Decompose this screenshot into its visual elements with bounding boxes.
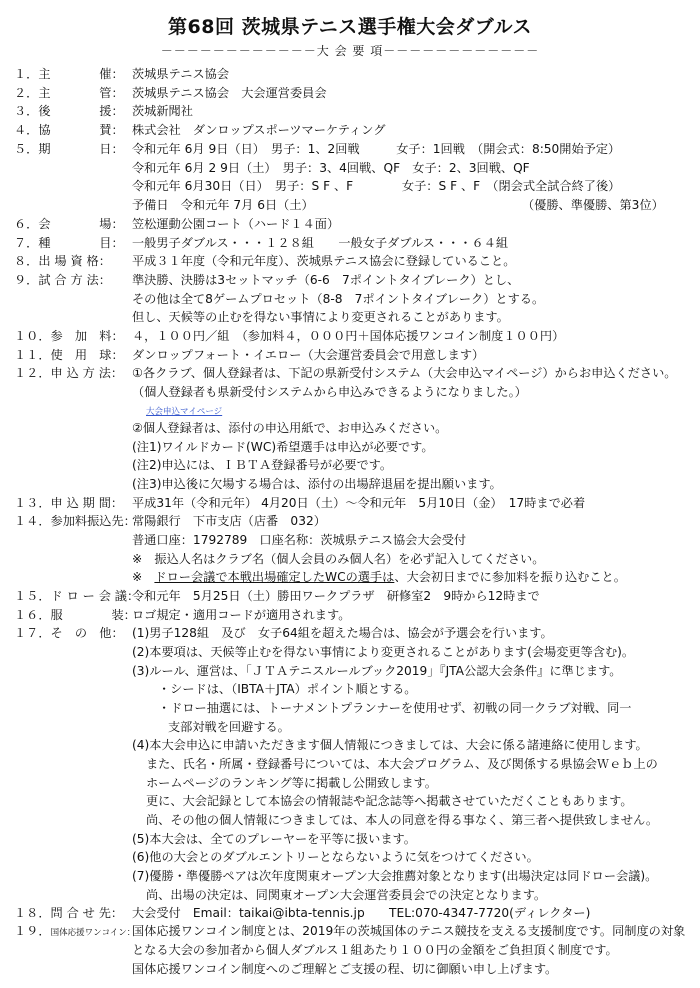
match-format-line: その他は全て8ゲームプロセット（8-8 7ポイントタイブレーク）とする。 [132, 292, 545, 306]
label-management: ２．主 管： [14, 86, 124, 100]
payment-line: ※ ドロー会議で本戦出場確定したWCの選手は、大会初日までに参加料を振り込むこと。 [132, 570, 626, 584]
label-ball: １１．使 用 球： [14, 348, 124, 362]
payment-line: ※ 振込人名はクラブ名（個人会員のみ個人名）を必ず記入してください。 [132, 552, 545, 566]
application-period-text: 平成31年（令和元年） 4月20日（土）～令和元年 5月10日（金） 17時まで必着 [132, 496, 586, 510]
page-title: 第68回 茨城県テニス選手権大会ダブルス [168, 16, 532, 38]
date-line-note: （優勝、準優勝、第3位） [522, 198, 664, 212]
label-one-coin: １９．国体応援ワンコイン： [14, 924, 136, 938]
organizer-text: 茨城県テニス協会 [132, 67, 230, 81]
label-support: ３．後 援： [14, 104, 124, 118]
date-line: 予備日 令和元年 7月 6日（土） [132, 198, 314, 212]
other-line: ホームページのランキング等に掲載し公開致します。 [146, 776, 437, 790]
label-payment-account: １４．参加料振込先： [14, 514, 136, 528]
other-line: 更に、大会記録として本協会の情報誌や記念誌等へ掲載させていただくこともあります。 [146, 794, 633, 808]
application-note: (注2)申込には、ＩＢＴＡ登録番号が必要です。 [132, 458, 393, 472]
label-application-method: １２．申 込 方 法： [14, 366, 124, 380]
other-line: 支部対戦を回避する。 [168, 720, 290, 734]
application-line: ①各クラブ、個人登録者は、下記の県新受付システム（大会申込マイページ）からお申込ください。 [132, 366, 677, 380]
label-venue: ６．会 場： [14, 217, 124, 231]
label-draw-meeting: １５．ド ロ ー 会 議： [14, 589, 140, 603]
date-line: 令和元年 6月30日（日） 男子：S F 、F 女子：S F 、F （閉会式全試合終了後） [132, 179, 621, 193]
label-one-coin-sub: 国体応援ワンコイン： [50, 928, 136, 938]
payment-line: 常陽銀行 下市支店（店番 032） [132, 514, 326, 528]
other-line: ・シードは、（IBTA＋JTA）ポイント順とする。 [158, 682, 417, 696]
one-coin-line: 国体応援ワンコイン制度とは、2019年の茨城国体のテニス競技を支える支援制度です。同制度の対象 [132, 924, 686, 938]
label-organizer: １．主 催： [14, 67, 124, 81]
label-dates: ５．期 日： [14, 142, 124, 156]
date-line: 令和元年 6月 9日（日） 男子：1、2回戦 女子：1回戦 （開会式：8:50開始予定） [132, 142, 621, 156]
other-line: 尚、その他の個人情報につきましては、本人の同意を得る事なく、第三者へ提供致しません。 [146, 813, 659, 827]
management-text: 茨城県テニス協会 大会運営委員会 [132, 86, 327, 100]
page-subtitle: －－－－－－－－－－－－大 会 要 項－－－－－－－－－－－－ [160, 44, 540, 58]
date-line: 令和元年 6月 2 9日（土） 男子：3、4回戦、QF 女子：2、3回戦、QF [132, 161, 530, 175]
draw-meeting-text: 令和元年 5月25日（土）勝田ワークプラザ 研修室2 9時から12時まで [132, 589, 540, 603]
other-line: また、氏名・所属・登録番号については、本大会プログラム、及び関係する県協会Ｗｅｂ上の [146, 757, 658, 771]
label-application-period: １３．申 込 期 間： [14, 496, 124, 510]
label-attire: １６．服 装： [14, 608, 136, 622]
other-line: (5)本大会は、全てのプレーヤーを平等に扱います。 [132, 832, 416, 846]
other-line: (2)本要項は、天候等止むを得ない事情により変更されることがあります(会場変更等含む)。 [132, 645, 635, 659]
one-coin-line: となる大会の参加者から個人ダブルス１組あたり１００円の金額をご負担頂く制度です。 [132, 943, 618, 957]
other-line: (7)優勝・準優勝ペアは次年度関東オープン大会推薦対象となります(出場決定は同ドロー会議)。 [132, 869, 658, 883]
other-line: (1)男子128組 及び 女子64組を超えた場合は、協会が予選会を行います。 [132, 626, 553, 640]
venue-text: 笠松運動公園コート（ハード１４面） [132, 217, 340, 231]
attire-text: ロゴ規定・適用コードが適用されます。 [132, 608, 351, 622]
label-eligibility: ８．出 場 資 格： [14, 254, 111, 268]
other-line: (3)ルール、運営は、「ＪＴＡテニスルールブック2019」『JTA公認大会条件』に準じます。 [132, 664, 622, 678]
other-line: 尚、出場の決定は、同関東オープン大会運営委員会での決定となります。 [146, 888, 547, 902]
label-match-format: ９．試 合 方 法： [14, 273, 111, 287]
label-other: １７．そ の 他： [14, 626, 124, 640]
sponsor-text: 株式会社 ダンロップスポーツマーケティング [132, 123, 386, 137]
label-events: ７．種 目： [14, 236, 124, 250]
label-fee: １０．参 加 料： [14, 329, 124, 343]
application-note: (注1)ワイルドカード(WC)希望選手は申込が必要です。 [132, 440, 434, 454]
one-coin-line: 国体応援ワンコイン制度へのご理解とご支援の程、切に御願い申し上げます。 [132, 962, 558, 976]
other-line: (4)本大会申込に申請いただきます個人情報につきましては、大会に係る諸連絡に使用します。 [132, 738, 648, 752]
fee-text: ４，１００円／組 （参加料４，０００円＋国体応援ワンコイン制度１００円） [132, 329, 565, 343]
match-format-line: 準決勝、決勝は3セットマッチ（6-6 7ポイントタイブレーク）とし、 [132, 273, 520, 287]
ball-text: ダンロップフォート・イエロー（大会運営委員会で用意します） [132, 348, 485, 362]
application-mypage-link[interactable]: 大会申込マイページ [146, 407, 223, 417]
other-line: ・ドロー抽選には、トーナメントプランナーを使用せず、初戦の同一クラブ対戦、同一 [158, 701, 632, 715]
label-sponsor: ４．協 賛： [14, 123, 124, 137]
eligibility-text: 平成３１年度（令和元年度）、茨城県テニス協会に登録していること。 [132, 254, 516, 268]
application-note: (注3)申込後に欠場する場合は、添付の出場辞退届を提出願います。 [132, 477, 502, 491]
application-line: （個人登録者も県新受付システムから申込みできるようになりました。） [132, 385, 527, 399]
other-line: (6)他の大会とのダブルエントリーとならないように気をつけてください。 [132, 850, 539, 864]
payment-line: 普通口座：1792789 口座名称：茨城県テニス協会大会受付 [132, 533, 467, 547]
support-text: 茨城新聞社 [132, 104, 193, 118]
wc-underlined-note: ドロー会議で本戦出場確定したWCの選手は [154, 570, 395, 584]
events-text: 一般男子ダブルス・・・１２８組 一般女子ダブルス・・・６４組 [132, 236, 509, 250]
match-format-line: 但し、天候等の止むを得ない事情により変更されることがあります。 [132, 310, 509, 324]
label-contact: １８．問 合 せ 先： [14, 906, 124, 920]
contact-text: 大会受付 Email：taikai@ibta-tennis.jp TEL:070-4347-7720(ディレクター) [132, 906, 591, 920]
application-line: ②個人登録者は、添付の申込用紙で、お申込みください。 [132, 421, 448, 435]
